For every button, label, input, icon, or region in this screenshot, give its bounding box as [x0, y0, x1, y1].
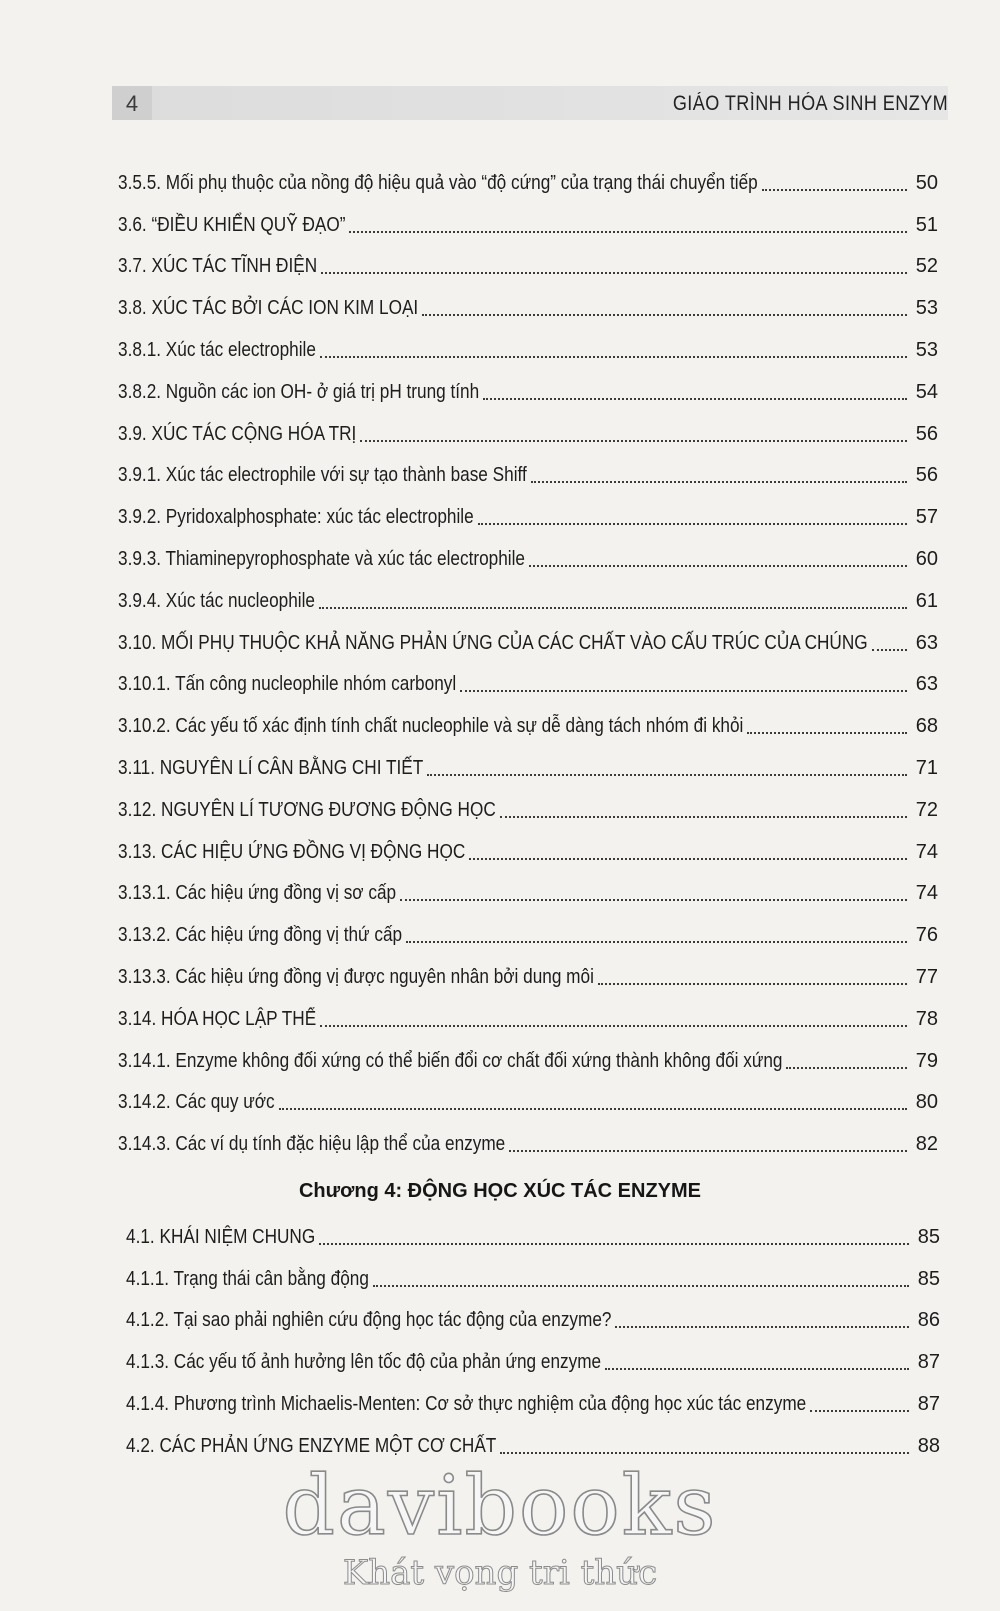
page-number: 4 — [112, 86, 152, 120]
toc-entry — [126, 1417, 940, 1459]
dot-leader — [478, 522, 907, 525]
toc-entry — [118, 196, 938, 238]
toc-entry-page: 72 — [915, 798, 938, 821]
toc-entry — [118, 488, 938, 530]
dot-leader — [320, 1024, 907, 1027]
toc-entry-page: 85 — [917, 1225, 940, 1248]
dot-leader — [500, 815, 907, 818]
dot-leader — [373, 1284, 909, 1287]
toc-entry-page: 53 — [915, 338, 938, 361]
toc-entry-title: 3.10. MỐI PHỤ THUỘC KHẢ NĂNG PHẢN ỨNG CỦA CÁC CHẤT VÀO CẤU TRÚC CỦA CHÚNG — [118, 631, 868, 654]
toc-entry — [118, 739, 938, 781]
toc-entry — [118, 948, 938, 990]
dot-leader — [598, 982, 907, 985]
toc-entry-title: 3.13. CÁC HIỆU ỨNG ĐỒNG VỊ ĐỘNG HỌC — [118, 840, 466, 863]
dot-leader — [460, 689, 907, 692]
toc-entry-page: 80 — [915, 1091, 938, 1114]
toc-entry-page: 56 — [915, 464, 938, 487]
toc-entry — [118, 572, 938, 614]
dot-leader — [531, 480, 907, 483]
toc-entry-title: 3.9.3. Thiaminepyrophosphate và xúc tác electrophile — [118, 547, 526, 570]
toc-entry — [118, 321, 938, 363]
toc-entry-title: 3.7. XÚC TÁC TĨNH ĐIỆN — [118, 255, 318, 278]
toc-entry-title: 3.12. NGUYÊN LÍ TƯƠNG ĐƯƠNG ĐỘNG HỌC — [118, 798, 496, 821]
toc-entry-title: 3.8.2. Nguồn các ion OH- ở giá trị pH trung tính — [118, 380, 480, 403]
toc-entry-title: 3.9.1. Xúc tác electrophile với sự tạo thành base Shiff — [118, 464, 527, 487]
toc-entry-title: 4.1.1. Trạng thái cân bằng động — [126, 1267, 369, 1290]
toc-entry-page: 52 — [915, 255, 938, 278]
toc-entry — [118, 279, 938, 321]
toc-entry-page: 77 — [915, 965, 938, 988]
toc-entry-page: 51 — [915, 213, 938, 236]
table-of-contents-part2 — [126, 1208, 940, 1459]
toc-entry — [118, 781, 938, 823]
toc-entry-page: 53 — [915, 297, 938, 320]
table-of-contents-part1 — [118, 154, 938, 1157]
toc-entry-page: 85 — [917, 1267, 940, 1290]
toc-entry-title: 3.14. HÓA HỌC LẬP THỂ — [118, 1007, 317, 1030]
book-title: GIÁO TRÌNH HÓA SINH ENZYM — [672, 92, 948, 115]
toc-entry-title: 3.9.4. Xúc tác nucleophile — [118, 589, 315, 612]
dot-leader — [605, 1367, 909, 1370]
toc-entry-title: 3.14.2. Các quy ước — [118, 1091, 275, 1114]
toc-entry — [118, 697, 938, 739]
dot-leader — [872, 648, 907, 651]
toc-entry — [118, 614, 938, 656]
dot-leader — [321, 271, 907, 274]
chapter-heading: Chương 4: ĐỘNG HỌC XÚC TÁC ENZYME — [298, 1180, 702, 1202]
toc-entry-title: 4.1.4. Phương trình Michaelis-Menten: Cơ sở thực nghiệm của động học xúc tác enzyme — [126, 1392, 807, 1415]
toc-entry-page: 63 — [915, 631, 938, 654]
toc-entry-page: 82 — [915, 1133, 938, 1156]
dot-leader — [319, 1242, 909, 1245]
toc-entry — [118, 530, 938, 572]
dot-leader — [529, 564, 907, 567]
dot-leader — [319, 606, 907, 609]
dot-leader — [320, 355, 907, 358]
toc-entry-title: 3.9.2. Pyridoxalphosphate: xúc tác electrophile — [118, 506, 474, 529]
toc-entry-title: 3.13.1. Các hiệu ứng đồng vị sơ cấp — [118, 882, 397, 905]
dot-leader — [509, 1149, 907, 1152]
toc-entry — [118, 865, 938, 907]
dot-leader — [762, 188, 907, 191]
toc-entry — [118, 990, 938, 1032]
toc-entry-page: 60 — [915, 547, 938, 570]
dot-leader — [747, 731, 907, 734]
toc-entry-page: 76 — [915, 924, 938, 947]
toc-entry — [118, 405, 938, 447]
toc-entry — [118, 823, 938, 865]
dot-leader — [483, 397, 907, 400]
dot-leader — [406, 940, 907, 943]
dot-leader — [500, 1451, 909, 1454]
toc-entry — [126, 1292, 940, 1334]
toc-entry-page: 61 — [915, 589, 938, 612]
toc-entry-page: 88 — [917, 1434, 940, 1457]
toc-entry-page: 87 — [917, 1392, 940, 1415]
toc-entry — [118, 1115, 938, 1157]
toc-entry-page: 68 — [915, 715, 938, 738]
toc-entry-title: 4.2. CÁC PHẢN ỨNG ENZYME MỘT CƠ CHẤT — [126, 1434, 497, 1457]
dot-leader — [360, 439, 907, 442]
toc-entry — [126, 1375, 940, 1417]
dot-leader — [427, 773, 907, 776]
toc-entry-title: 3.13.3. Các hiệu ứng đồng vị được nguyên nhân bởi dung môi — [118, 965, 594, 988]
toc-entry-page: 63 — [915, 673, 938, 696]
dot-leader — [810, 1409, 909, 1412]
toc-entry-page: 74 — [915, 840, 938, 863]
toc-entry-title: 3.8. XÚC TÁC BỞI CÁC ION KIM LOẠI — [118, 297, 419, 320]
toc-entry — [126, 1333, 940, 1375]
dot-leader — [786, 1066, 907, 1069]
dot-leader — [615, 1325, 909, 1328]
toc-entry-page: 56 — [915, 422, 938, 445]
toc-entry-page: 71 — [915, 756, 938, 779]
toc-entry-page: 87 — [917, 1351, 940, 1374]
toc-entry-title: 4.1.2. Tại sao phải nghiên cứu động học tác động của enzyme? — [126, 1309, 612, 1332]
toc-entry-title: 3.10.2. Các yếu tố xác định tính chất nucleophile và sự dễ dàng tách nhóm đi khỏi — [118, 715, 744, 738]
toc-entry-title: 4.1.3. Các yếu tố ảnh hưởng lên tốc độ của phản ứng enzyme — [126, 1351, 602, 1374]
dot-leader — [400, 898, 907, 901]
toc-entry — [118, 906, 938, 948]
dot-leader — [469, 857, 907, 860]
toc-entry — [126, 1250, 940, 1292]
toc-entry-page: 78 — [915, 1007, 938, 1030]
toc-entry-title: 3.8.1. Xúc tác electrophile — [118, 338, 316, 361]
dot-leader — [279, 1107, 907, 1110]
toc-entry-page: 74 — [915, 882, 938, 905]
toc-entry-title: 3.9. XÚC TÁC CỘNG HÓA TRỊ — [118, 422, 357, 445]
toc-entry-page: 79 — [915, 1049, 938, 1072]
dot-leader — [349, 230, 907, 233]
toc-entry — [118, 1032, 938, 1074]
toc-entry-title: 4.1. KHÁI NIỆM CHUNG — [126, 1225, 316, 1248]
toc-entry-title: 3.5.5. Mối phụ thuộc của nồng độ hiệu quả vào “độ cứng” của trạng thái chuyển tiếp — [118, 171, 758, 194]
toc-entry-page: 86 — [917, 1309, 940, 1332]
toc-entry-title: 3.14.3. Các ví dụ tính đặc hiệu lập thể của enzyme — [118, 1133, 506, 1156]
watermark-slogan: Khát vọng tri thức — [342, 1553, 658, 1593]
toc-entry-page: 54 — [915, 380, 938, 403]
toc-entry-title: 3.11. NGUYÊN LÍ CÂN BẰNG CHI TIẾT — [118, 756, 424, 779]
toc-entry-title: 3.14.1. Enzyme không đối xứng có thể biến đổi cơ chất đối xứng thành không đối xứng — [118, 1049, 783, 1072]
toc-entry-page: 57 — [915, 506, 938, 529]
toc-entry — [118, 238, 938, 280]
watermark-brand: davibooks — [282, 1459, 718, 1554]
toc-entry-title: 3.13.2. Các hiệu ứng đồng vị thứ cấp — [118, 924, 403, 947]
toc-entry — [118, 656, 938, 698]
toc-entry-title: 3.10.1. Tấn công nucleophile nhóm carbonyl — [118, 673, 457, 696]
toc-entry-page: 50 — [915, 171, 938, 194]
toc-entry — [118, 154, 938, 196]
toc-entry — [118, 447, 938, 489]
toc-entry — [126, 1208, 940, 1250]
toc-entry — [118, 1074, 938, 1116]
toc-entry — [118, 363, 938, 405]
toc-entry-title: 3.6. “ĐIỀU KHIỂN QUỸ ĐẠO” — [118, 213, 346, 236]
dot-leader — [422, 313, 907, 316]
